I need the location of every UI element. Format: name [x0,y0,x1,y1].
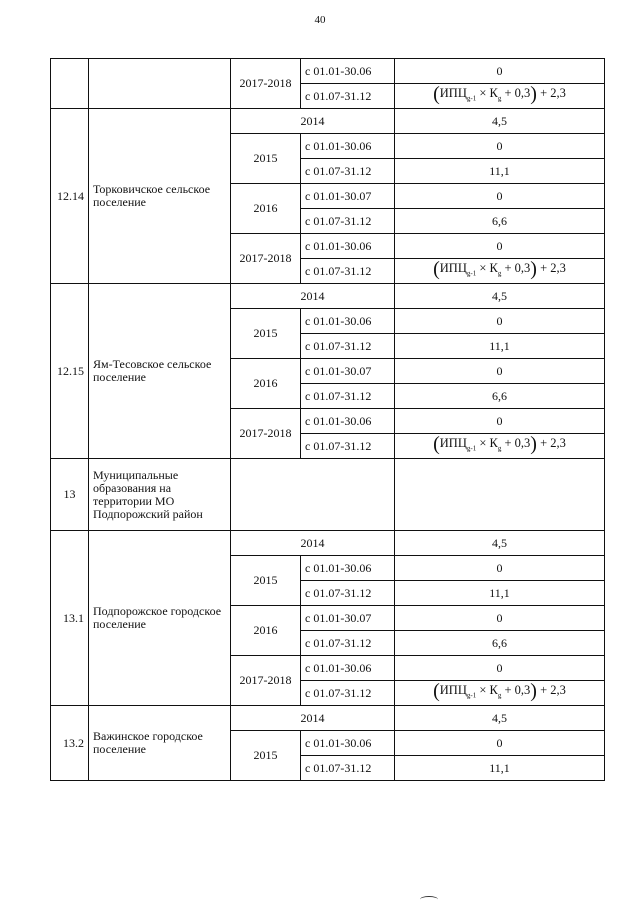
year-cell: 2015 [231,309,301,359]
period-cell: с 01.01-30.06 [301,234,395,259]
value-cell: 0 [395,134,605,159]
value-cell: 0 [395,731,605,756]
table-row [51,59,605,84]
period-cell: с 01.01-30.07 [301,359,395,384]
value-cell: 4,5 [395,706,605,731]
value-cell: 6,6 [395,384,605,409]
settlement-name: Торковичское сельское поселение [89,109,231,284]
period-cell: с 01.07-31.12 [301,159,395,184]
settlement-name: Ям-Тесовское сельское поселение [89,284,231,459]
period-cell: с 01.01-30.06 [301,134,395,159]
tariff-table [50,58,605,781]
settlement-name: Важинское городское поселение [89,706,231,781]
period-cell: с 01.07-31.12 [301,434,395,459]
year-cell: 2014 [231,531,395,556]
settlement-name: Муниципальные образования на территории МО Подпорожский район [89,459,231,531]
period-cell: с 01.07-31.12 [301,581,395,606]
scan-mark [420,896,438,903]
value-cell: 0 [395,359,605,384]
value-cell: 0 [395,606,605,631]
year-cell: 2015 [231,556,301,606]
row-number: 13 [51,459,89,531]
period-cell: с 01.01-30.06 [301,731,395,756]
period-cell: с 01.07-31.12 [301,334,395,359]
period-cell: с 01.01-30.07 [301,606,395,631]
value-cell: 11,1 [395,159,605,184]
value-cell: 6,6 [395,631,605,656]
year-cell: 2015 [231,731,301,781]
row-number: 13.2 [51,706,89,781]
table-row [51,706,605,731]
year-cell: 2017-2018 [231,409,301,459]
value-cell: 0 [395,656,605,681]
value-cell: 0 [395,556,605,581]
period-cell: с 01.01-30.06 [301,309,395,334]
table-row [51,109,605,134]
year-cell: 2016 [231,184,301,234]
value-cell: 0 [395,409,605,434]
settlement-name: Подпорожское городское поселение [89,531,231,706]
period-cell: с 01.01-30.07 [301,184,395,209]
year-cell: 2016 [231,359,301,409]
value-cell: 4,5 [395,109,605,134]
year-cell: 2017-2018 [231,656,301,706]
period-cell: с 01.07-31.12 [301,384,395,409]
table-row [51,284,605,309]
period-cell: с 01.07-31.12 [301,756,395,781]
value-cell: 0 [395,184,605,209]
period-cell: с 01.07-31.12 [301,681,395,706]
value-cell: 11,1 [395,334,605,359]
year-cell: 2017-2018 [231,59,301,109]
row-number: 13.1 [51,531,89,706]
value-cell: 0 [395,59,605,84]
period-cell: с 01.07-31.12 [301,209,395,234]
year-cell: 2014 [231,706,395,731]
value-cell: 0 [395,234,605,259]
period-cell: с 01.07-31.12 [301,631,395,656]
table-row [51,459,605,531]
formula-cell: $(ИПЦ_{g-1} \times К_g + 0,3) + 2,3$ [395,259,605,284]
year-cell: 2016 [231,606,301,656]
period-cell: с 01.07-31.12 [301,84,395,109]
value-cell: 4,5 [395,531,605,556]
year-cell: 2015 [231,134,301,184]
period-cell: с 01.01-30.06 [301,656,395,681]
year-cell: 2014 [231,284,395,309]
value-cell: 0 [395,309,605,334]
year-cell: 2017-2018 [231,234,301,284]
period-cell: с 01.01-30.06 [301,59,395,84]
formula-cell: $(ИПЦ_{g-1} \times К_g + 0,3) + 2,3$ [395,681,605,706]
page-number: 40 [314,14,326,26]
value-cell: 11,1 [395,756,605,781]
year-cell: 2014 [231,109,395,134]
formula-cell: $(ИПЦ_{g-1} \times К_g + 0,3) + 2,3$ [395,84,605,109]
value-cell: 6,6 [395,209,605,234]
period-cell: с 01.01-30.06 [301,556,395,581]
value-cell: 4,5 [395,284,605,309]
row-number: 12.14 [51,109,89,284]
row-number: 12.15 [51,284,89,459]
value-cell: 11,1 [395,581,605,606]
formula-cell: $(ИПЦ_{g-1} \times К_g + 0,3) + 2,3$ [395,434,605,459]
period-cell: с 01.07-31.12 [301,259,395,284]
table-row [51,531,605,556]
period-cell: с 01.01-30.06 [301,409,395,434]
